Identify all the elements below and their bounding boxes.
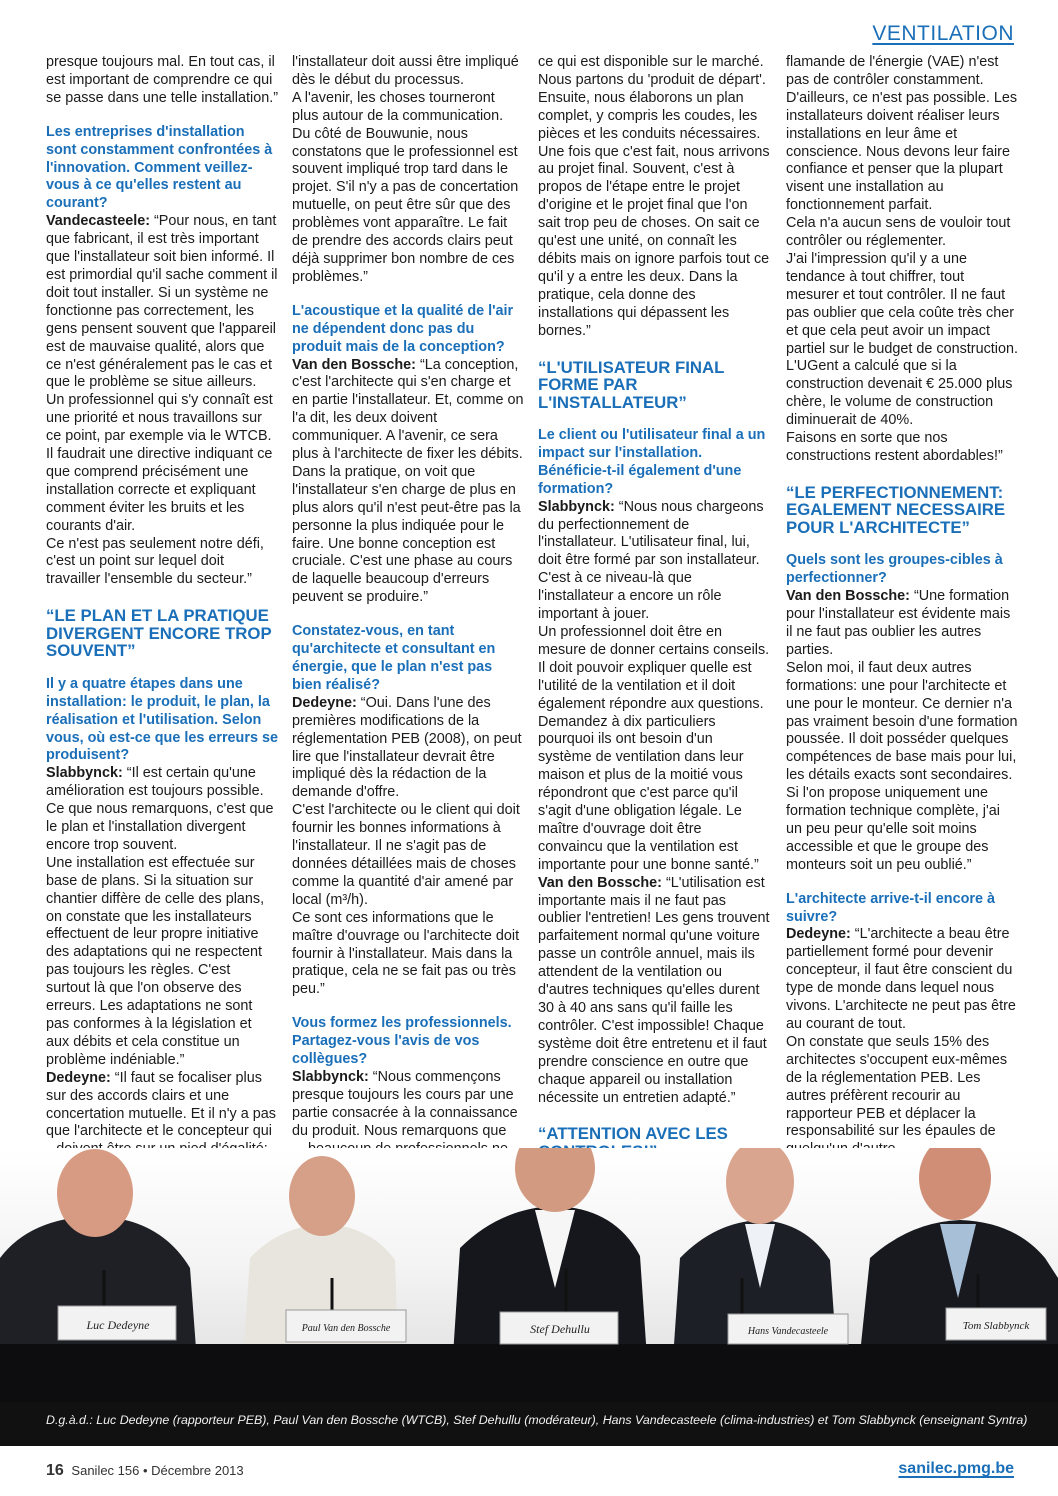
section-title: VENTILATION xyxy=(872,22,1014,45)
answer-text: “La conception, c'est l'architecte qui s'en charge et en partie l'installateur. Et, comme on l'a dit, les deux doivent communiquer. A l'avenir, ce sera plus à l'architecte de fixer les débits. xyxy=(292,356,524,463)
section-heading: “LE PERFECTIONNEMENT: EGALEMENT NECESSAIRE POUR L'ARCHITECTE” xyxy=(786,482,1006,537)
speaker-name: Dedeyne: xyxy=(46,1069,111,1086)
paragraph: Cela n'a aucun sens de vouloir tout contrôler ou réglementer. xyxy=(786,215,1011,250)
paragraph: J'ai l'impression qu'il y a une tendance à tout chiffrer, tout mesurer et tout contrôler. Il ne faut pas oublier que cela coûte très cher et que cela peut avoir un impact partiel sur le budget de construction. xyxy=(786,250,1018,357)
nameplate-2-text: Paul Van den Bossche xyxy=(301,1323,391,1334)
nameplate-1-text: Luc Dedeyne xyxy=(86,1318,150,1332)
paragraph: Dans la pratique, on voit que l'installateur s'en charge de plus en plus alors qu'il n'est peut-être pas la personne la plus indiquée pour le faire. Une bonne conception est cruciale. C'est une phase au cours de laquelle beaucoup d'erreurs peuvent se produire.” xyxy=(292,463,521,606)
speaker-name: Vandecasteele: xyxy=(46,213,150,230)
speaker-name: Slabbynck: xyxy=(292,1068,369,1085)
photo-caption: D.g.à.d.: Luc Dedeyne (rapporteur PEB), Paul Van den Bossche (WTCB), Stef Dehullu (modérateur), Hans Vandecasteele (clima-industries) et Tom Slabbynck (enseignant Syntra) xyxy=(46,1413,1028,1427)
answer xyxy=(538,875,770,1108)
answer-text: “Il faut se focaliser plus sur des accords clairs et une concertation mutuelle. Et il n'y a pas que l'architecte et le concepteur qui xyxy=(46,1069,276,1140)
answer-text: “Il est certain qu'une amélioration est toujours possible. Ce que nous remarquons, c'est que le plan et l'installation divergent encore trop souvent. xyxy=(46,765,274,853)
panel-photo xyxy=(0,1148,1058,1402)
paragraph: Un professionnel doit être en mesure de donner certains conseils. Il doit pouvoir expliquer quelle est l'utilité de la ventilation et il doit également répondre aux questions. xyxy=(538,623,770,712)
speaker-name: Slabbynck: xyxy=(46,765,123,782)
paragraph: Ce sont ces informations que le maître d'ouvrage ou l'architecte doit fournir à l'installateur. Mais dans la pratique, cela ne se fait pas ou très peu.” xyxy=(292,909,520,998)
article-column-4 xyxy=(786,54,1018,1159)
paragraph: l'installateur doit aussi être impliqué dès le début du processus. xyxy=(292,54,519,88)
page-number: 16 xyxy=(46,1462,64,1479)
answer xyxy=(292,1069,524,1141)
speaker-name: Van den Bossche: xyxy=(538,874,662,891)
article-column-3 xyxy=(538,54,770,1230)
answer xyxy=(292,357,524,464)
paragraph: ce qui est disponible sur le marché. Nous partons du 'produit de départ'. Ensuite, nous élaborons un plan complet, y compris les coudes, les pièces et les conduits nécessaires. Une fois que c'est fait, nous arrivons au projet final. Souvent, c'est à propos de l'étape entre le projet d'origine et le projet final que l'on sait trop peu de choses. On sait ce qu'est une unité, on connaît les débits mais on ignore parfois tout ce qu'il y a entre les deux. Dans la pratique, cela donne des installations qui dépassent les bornes.” xyxy=(538,54,770,339)
paragraph: Faisons en sorte que nos constructions restent abordables!” xyxy=(786,430,1003,464)
paragraph: Demandez à dix particuliers pourquoi ils ont besoin d'un système de ventilation dans leur maison et plus de la moitié vous répondront que c'est parce qu'il s'agit d'une obligation légale. Le maître d'ouvrage doit être convaincu que la ventilation est importante pour une bonne santé.” xyxy=(538,713,759,873)
nameplate-3-text: Stef Dehullu xyxy=(530,1322,590,1336)
nameplate-3 xyxy=(500,1312,618,1344)
interview-question: Vous formez les professionnels. Partagez-vous l'avis de vos collègues? xyxy=(292,1015,512,1068)
answer-text: “Une formation pour l'installateur est évidente mais il ne faut pas oublier les autres parties. xyxy=(786,588,1011,658)
article-column-1 xyxy=(46,54,278,1159)
section-heading: “L'UTILISATEUR FINAL FORME PAR L'INSTALLATEUR” xyxy=(538,357,725,412)
answer xyxy=(46,213,278,535)
website-link[interactable]: sanilec.pmg.be xyxy=(898,1460,1014,1477)
answer-text: “Nous nous chargeons du perfectionnement de l'installateur. L'utilisateur final, lui, doit être formé par son installateur. C'est à ce niveau-là que l'installateur a encore un rôle important à jouer. xyxy=(538,498,764,623)
interview-question: Constatez-vous, en tant qu'architecte et consultant en énergie, que le plan n'est pas bien réalisé? xyxy=(292,623,496,693)
paragraph: flamande de l'énergie (VAE) n'est pas de contrôler constamment. D'ailleurs, ce n'est pas possible. Les installateurs doivent réaliser leurs installations en leur âme et conscience. Nous devons leur faire confiance et penser que la plupart visent une installation au fonctionnement parfait. xyxy=(786,54,1018,214)
nameplate-2 xyxy=(286,1310,406,1342)
paragraph: On constate que seuls 15% des architectes s'occupent eux-mêmes de la réglementation PEB. Les autres préfèrent recourir au rapporteur PEB et déplacer la responsabilité sur les épaules de xyxy=(786,1033,1008,1140)
nameplate-4-text: Hans Vandecasteele xyxy=(747,1326,829,1337)
nameplate-4 xyxy=(728,1314,848,1344)
paragraph: Selon moi, il faut deux autres formations: une pour l'architecte et une pour le monteur. Ce dernier n'a pas vraiment besoin d'une formation poussée. Il doit posséder quelques compétences de base mais pour lui, les détails exacts sont secondaires. Si l'on propose uniquement une formation technique complète, j'ai un peu peur qu'elle soit moins accessible et que le groupe des monteurs soit un peu oublié.” xyxy=(786,659,1018,873)
nameplate-5 xyxy=(946,1308,1046,1340)
interview-question: Les entreprises d'installation sont constamment confrontées à l'innovation. Comment veillez-vous à ce qu'elles restent au courant? xyxy=(46,123,273,212)
answer xyxy=(786,926,1018,1033)
answer-text: “L'architecte a beau être partiellement formé pour devenir concepteur, il faut être conscient du type de monde dans lequel nous vivons. L'architecte ne peut pas être au courant de tout. xyxy=(786,926,1016,1032)
nameplate-1 xyxy=(58,1306,176,1340)
answer-text: “Nous commençons presque toujours les cours par une partie consacrée à la connaissance du produit. Nous remarquons que xyxy=(292,1068,518,1139)
answer xyxy=(292,695,524,802)
speaker-name: Van den Bossche: xyxy=(292,356,416,373)
paragraph: L'UGent a calculé que si la construction devenait € 25.000 plus chère, le volume de construction diminuerait de 40%. xyxy=(786,358,1013,429)
answer-text: “Pour nous, en tant que fabricant, il est très important que l'installateur soit bien informé. Il est primordial qu'il sache comment il doit tout installer. Si un système ne fonctionne pas correctement, les gens pensent souvent que l'appareil est de mauvaise qualité, alors que ce n'est généralement pas le cas et que le problème se situe ailleurs. Un professionnel qui s'y connaît est une priorité et nous travaillons sur ce point, par exemple via le WTCB. Il faudrait une directive indiquant ce que comprend précisément une installation correcte et expliquant comment éviter les bruits et les courants d'air. xyxy=(46,213,278,534)
answer-text: “Oui. Dans l'une des premières modifications de la réglementation PEB (2008), on peut lire que l'installateur devrait être impliqué dès la rédaction de la demande d'offre. xyxy=(292,694,522,801)
paragraph: presque toujours mal. En tout cas, il est important de comprendre ce qui se passe dans une telle installation.” xyxy=(46,54,278,106)
paragraph: Une installation est effectuée sur base de plans. Si la situation sur chantier diffère de celle des plans, on constate que les installateurs effectuent de leur propre initiative des adaptations qui ne respectent pas toujours les règles. C'est surtout là que l'on observe des erreurs. Les adaptations ne sont pas conformes à la législation et aux débits et cela constitue un problème indéniable.” xyxy=(46,854,265,1068)
paragraph: Ce n'est pas seulement notre défi, c'est un point sur lequel doit travailler l'ensemble du secteur.” xyxy=(46,535,264,588)
interview-question: Quels sont les groupes-cibles à perfectionner? xyxy=(786,552,1003,587)
speaker-name: Dedeyne: xyxy=(292,694,357,711)
interview-question: L'architecte arrive-t-il encore à suivre? xyxy=(786,890,995,925)
answer-text: “L'utilisation est importante mais il ne faut pas oublier l'entretien! Les gens trouvent parfaitement normal qu'une voiture passe un contrôle annuel, mais ils attendent de la ventilation ou d'autres techniques qu'elles durent 30 à 40 ans sans qu'il faille les contrôler. C'est impossible! Chaque système doit être entretenu et il faut prendre conscience en outre que chaque appareil ou installation nécessite un entretien adapté.” xyxy=(538,874,770,1106)
nameplate-5-text: Tom Slabbynck xyxy=(962,1320,1030,1332)
interview-question: L'acoustique et la qualité de l'air ne dépendent donc pas du produit mais de la conception? xyxy=(292,302,514,355)
section-heading: “LE PLAN ET LA PRATIQUE DIVERGENT ENCORE TROP SOUVENT” xyxy=(46,606,272,661)
speaker-name: Dedeyne: xyxy=(786,926,851,943)
interview-question: Il y a quatre étapes dans une installation: le produit, le plan, la réalisation et l'utilisation. Selon vous, où est-ce que les erreurs se produisent? xyxy=(46,675,278,764)
page-footer xyxy=(46,1462,244,1480)
answer xyxy=(46,765,278,855)
issue-info: Sanilec 156 • Décembre 2013 xyxy=(71,1463,244,1478)
article-column-2 xyxy=(292,54,524,1176)
answer xyxy=(46,1070,278,1142)
paragraph: C'est l'architecte ou le client qui doit fournir les bonnes informations à l'installateur. Il ne s'agit pas de données détaillées mais de choses comme la quantité d'air amené par local (m³/h). xyxy=(292,802,520,908)
speaker-name: Slabbynck: xyxy=(538,498,615,515)
speaker-name: Van den Bossche: xyxy=(786,588,910,605)
paragraph: A l'avenir, les choses tourneront plus autour de la communication. Du côté de Bouwunie, nous constatons que le professionnel est souvent impliqué trop tard dans le projet. S'il n'y a pas de concertation mutuelle, on peut être sûr que des problèmes vont apparaître. Le fait de prendre des accords clairs peut déjà supprimer bon nombre de ces problèmes.” xyxy=(292,89,519,285)
answer xyxy=(538,499,770,624)
section-heading: “ATTENTION AVEC LES xyxy=(538,1124,728,1144)
answer xyxy=(786,588,1018,660)
interview-question: Le client ou l'utilisateur final a un impact sur l'installation. Bénéficie-t-il également d'une formation? xyxy=(538,427,766,497)
